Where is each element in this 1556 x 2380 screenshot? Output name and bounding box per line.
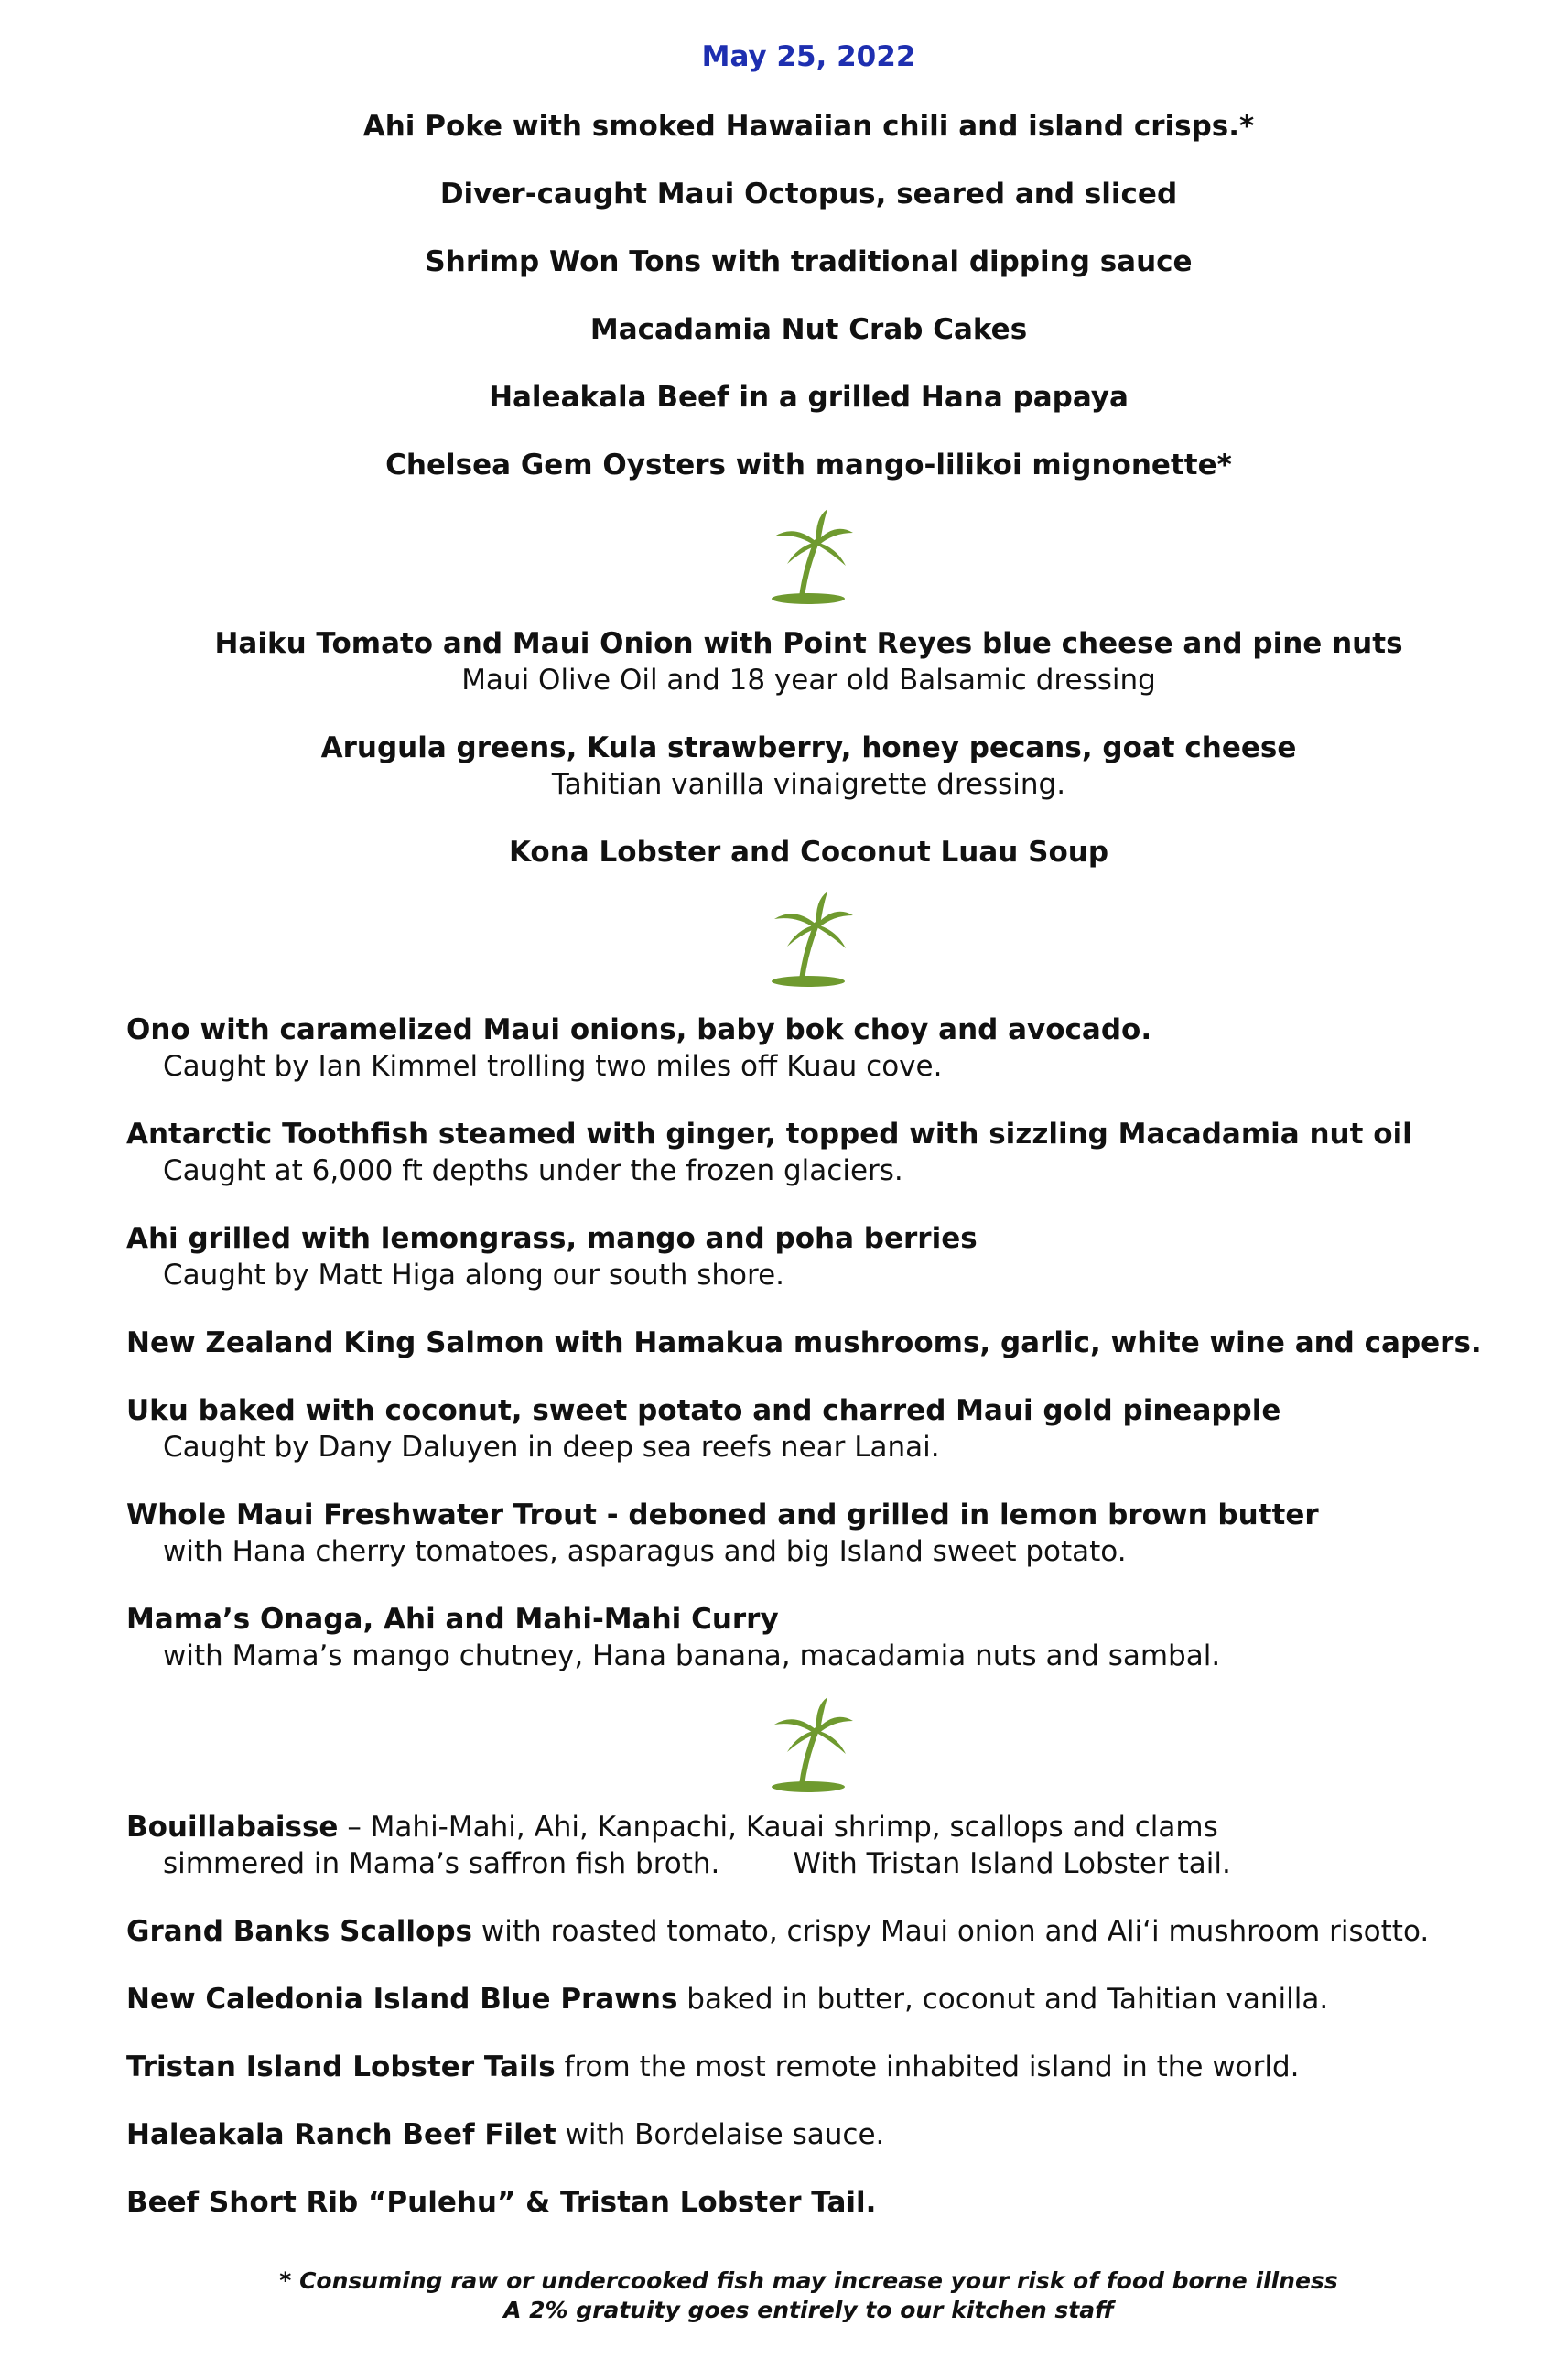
entree-desc: with Bordelaise sauce. [556, 2118, 885, 2151]
entree-name: Grand Banks Scallops [126, 1915, 472, 1948]
entrees-section [126, 1809, 1499, 2221]
fish-title: Ahi grilled with lemongrass, mango and poha berries [126, 1222, 978, 1255]
appetizers-section [0, 108, 1556, 483]
footnote [0, 2266, 1556, 2325]
footnote-gratuity: A 2% gratuity goes entirely to our kitchen staff [503, 2297, 1114, 2323]
appetizer-item: Macadamia Nut Crab Cakes [589, 313, 1028, 346]
entree-desc: from the most remote inhabited island in the world. [555, 2050, 1300, 2083]
entree-name: Haleakala Ranch Beef Filet [126, 2118, 556, 2151]
entree-name: Beef Short Rib “Pulehu” & Tristan Lobster Tail. [126, 2186, 877, 2219]
appetizer-item: Ahi Poke with smoked Hawaiian chili and island crisps.* [362, 110, 1255, 143]
entree-desc: with roasted tomato, crispy Maui onion and Ali‘i mushroom risotto. [472, 1915, 1430, 1948]
fish-desc: Caught by Ian Kimmel trolling two miles off Kuau cove. [163, 1050, 943, 1083]
soup-title: Kona Lobster and Coconut Luau Soup [508, 836, 1109, 869]
salad-title: Haiku Tomato and Maui Onion with Point Reyes blue cheese and pine nuts [214, 627, 1403, 660]
fish-desc: with Hana cherry tomatoes, asparagus and big Island sweet potato. [163, 1535, 1127, 1568]
appetizer-item: Shrimp Won Tons with traditional dipping sauce [425, 245, 1193, 278]
appetizer-item: Haleakala Beef in a grilled Hana papaya [489, 381, 1129, 414]
fish-title: Ono with caramelized Maui onions, baby bok choy and avocado. [126, 1013, 1152, 1046]
bouillabaisse-sub [126, 1845, 1499, 1882]
menu-date: May 25, 2022 [701, 40, 916, 73]
fish-desc: Caught at 6,000 ft depths under the frozen glaciers. [163, 1154, 903, 1187]
palm-tree-icon [758, 1693, 859, 1794]
fish-section [126, 1012, 1499, 1674]
fish-title: Mama’s Onaga, Ahi and Mahi-Mahi Curry [126, 1603, 779, 1636]
entree-item [126, 1981, 1499, 2018]
entree-name: Tristan Island Lobster Tails [126, 2050, 556, 2083]
appetizer-item: Chelsea Gem Oysters with mango-lilikoi mignonette* [385, 449, 1232, 481]
entree-item [126, 2049, 1499, 2085]
entree-desc: – Mahi-Mahi, Ahi, Kanpachi, Kauai shrimp, scallops and clams [338, 1811, 1218, 1844]
bouillabaisse-broth: simmered in Mama’s saffron fish broth. [163, 1847, 720, 1880]
salad-desc: Maui Olive Oil and 18 year old Balsamic dressing [461, 664, 1156, 697]
palm-tree-icon [758, 505, 859, 606]
fish-title: Uku baked with coconut, sweet potato and charred Maui gold pineapple [126, 1394, 1281, 1427]
entree-name: Bouillabaisse [126, 1811, 339, 1844]
salad-desc: Tahitian vanilla vinaigrette dressing. [551, 768, 1066, 801]
fish-desc: Caught by Dany Daluyen in deep sea reefs near Lanai. [163, 1431, 940, 1464]
entree-item [126, 1913, 1499, 1950]
footnote-raw-fish-warning: * Consuming raw or undercooked fish may increase your risk of food borne illness [279, 2267, 1338, 2294]
entree-item [126, 2184, 1499, 2221]
fish-desc: Caught by Matt Higa along our south shore. [163, 1259, 785, 1292]
fish-title: New Zealand King Salmon with Hamakua mushrooms, garlic, white wine and capers. [126, 1326, 1482, 1359]
entree-desc: baked in butter, coconut and Tahitian vanilla. [677, 1983, 1329, 2016]
palm-tree-icon [758, 888, 859, 989]
fish-title: Whole Maui Freshwater Trout - deboned and grilled in lemon brown butter [126, 1498, 1319, 1531]
bouillabaisse-lobster: With Tristan Island Lobster tail. [793, 1847, 1231, 1880]
entree-name: New Caledonia Island Blue Prawns [126, 1983, 678, 2016]
appetizer-item: Diver-caught Maui Octopus, seared and sliced [439, 178, 1178, 211]
fish-title: Antarctic Toothfish steamed with ginger, topped with sizzling Macadamia nut oil [126, 1118, 1412, 1151]
salad-title: Arugula greens, Kula strawberry, honey pecans, goat cheese [320, 731, 1297, 764]
fish-desc: with Mama’s mango chutney, Hana banana, macadamia nuts and sambal. [163, 1639, 1221, 1672]
salads-section [0, 625, 1556, 871]
entree-item [126, 2116, 1499, 2153]
bouillabaisse-item [126, 1809, 1499, 1845]
